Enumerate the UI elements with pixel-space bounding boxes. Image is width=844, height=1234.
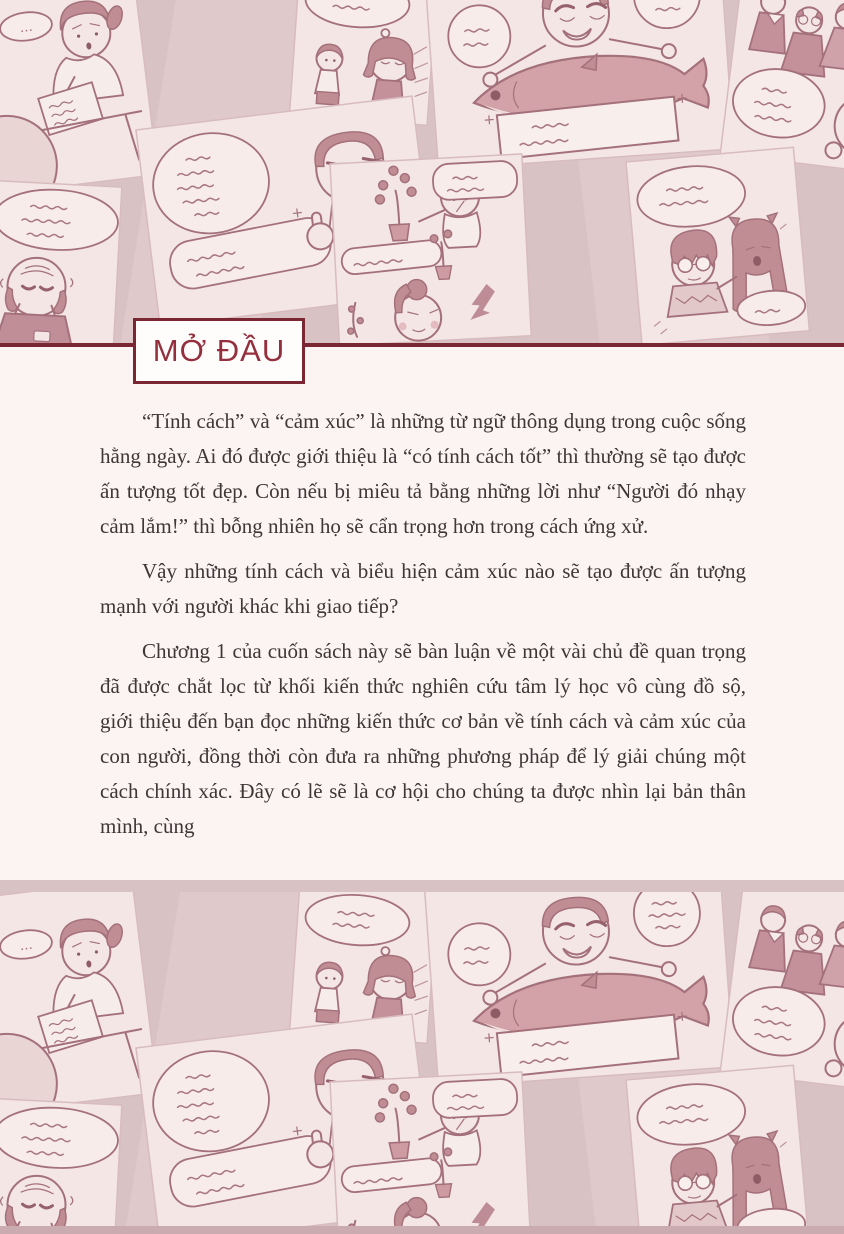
page-bottom-strip: [0, 1226, 844, 1234]
paragraph-3: Chương 1 của cuốn sách này sẽ bàn luận về một vài chủ đề quan trọng đã được chắt lọc từ khối kiến thức nghiên cứu tâm lý học vô cùng đồ sộ, giới thiệu đến bạn đọc những kiến thức cơ bản về tính cách và cảm xúc của con người, đồng thời còn đưa ra những phương pháp để lý giải chúng một cách chính xác. Đây có lẽ sẽ là cơ hội cho chúng ta được nhìn lại bản thân mình, cùng: [100, 639, 746, 838]
chapter-rule: [0, 343, 844, 347]
paragraph-1: “Tính cách” và “cảm xúc” là những từ ngữ thông dụng trong cuộc sống hằng ngày. Ai đó được giới thiệu là “có tính cách tốt” thì thường sẽ tạo được ấn tượng tốt đẹp. Còn nếu bị miêu tả bằng những lời như “Người đó nhạy cảm lắm!” thì bỗng nhiên họ sẽ cẩn trọng hơn trong cách ứng xử.: [100, 409, 746, 538]
decorative-band-top: [0, 0, 844, 345]
chapter-title: MỞ ĐẦU: [152, 333, 286, 368]
paragraph-2: Vậy những tính cách và biểu hiện cảm xúc nào sẽ tạo được ấn tượng mạnh với người khác khi giao tiếp?: [100, 559, 746, 618]
chapter-title-box: [133, 318, 305, 384]
body-text-block: [100, 404, 746, 854]
decorative-band-bottom: [0, 880, 844, 1226]
